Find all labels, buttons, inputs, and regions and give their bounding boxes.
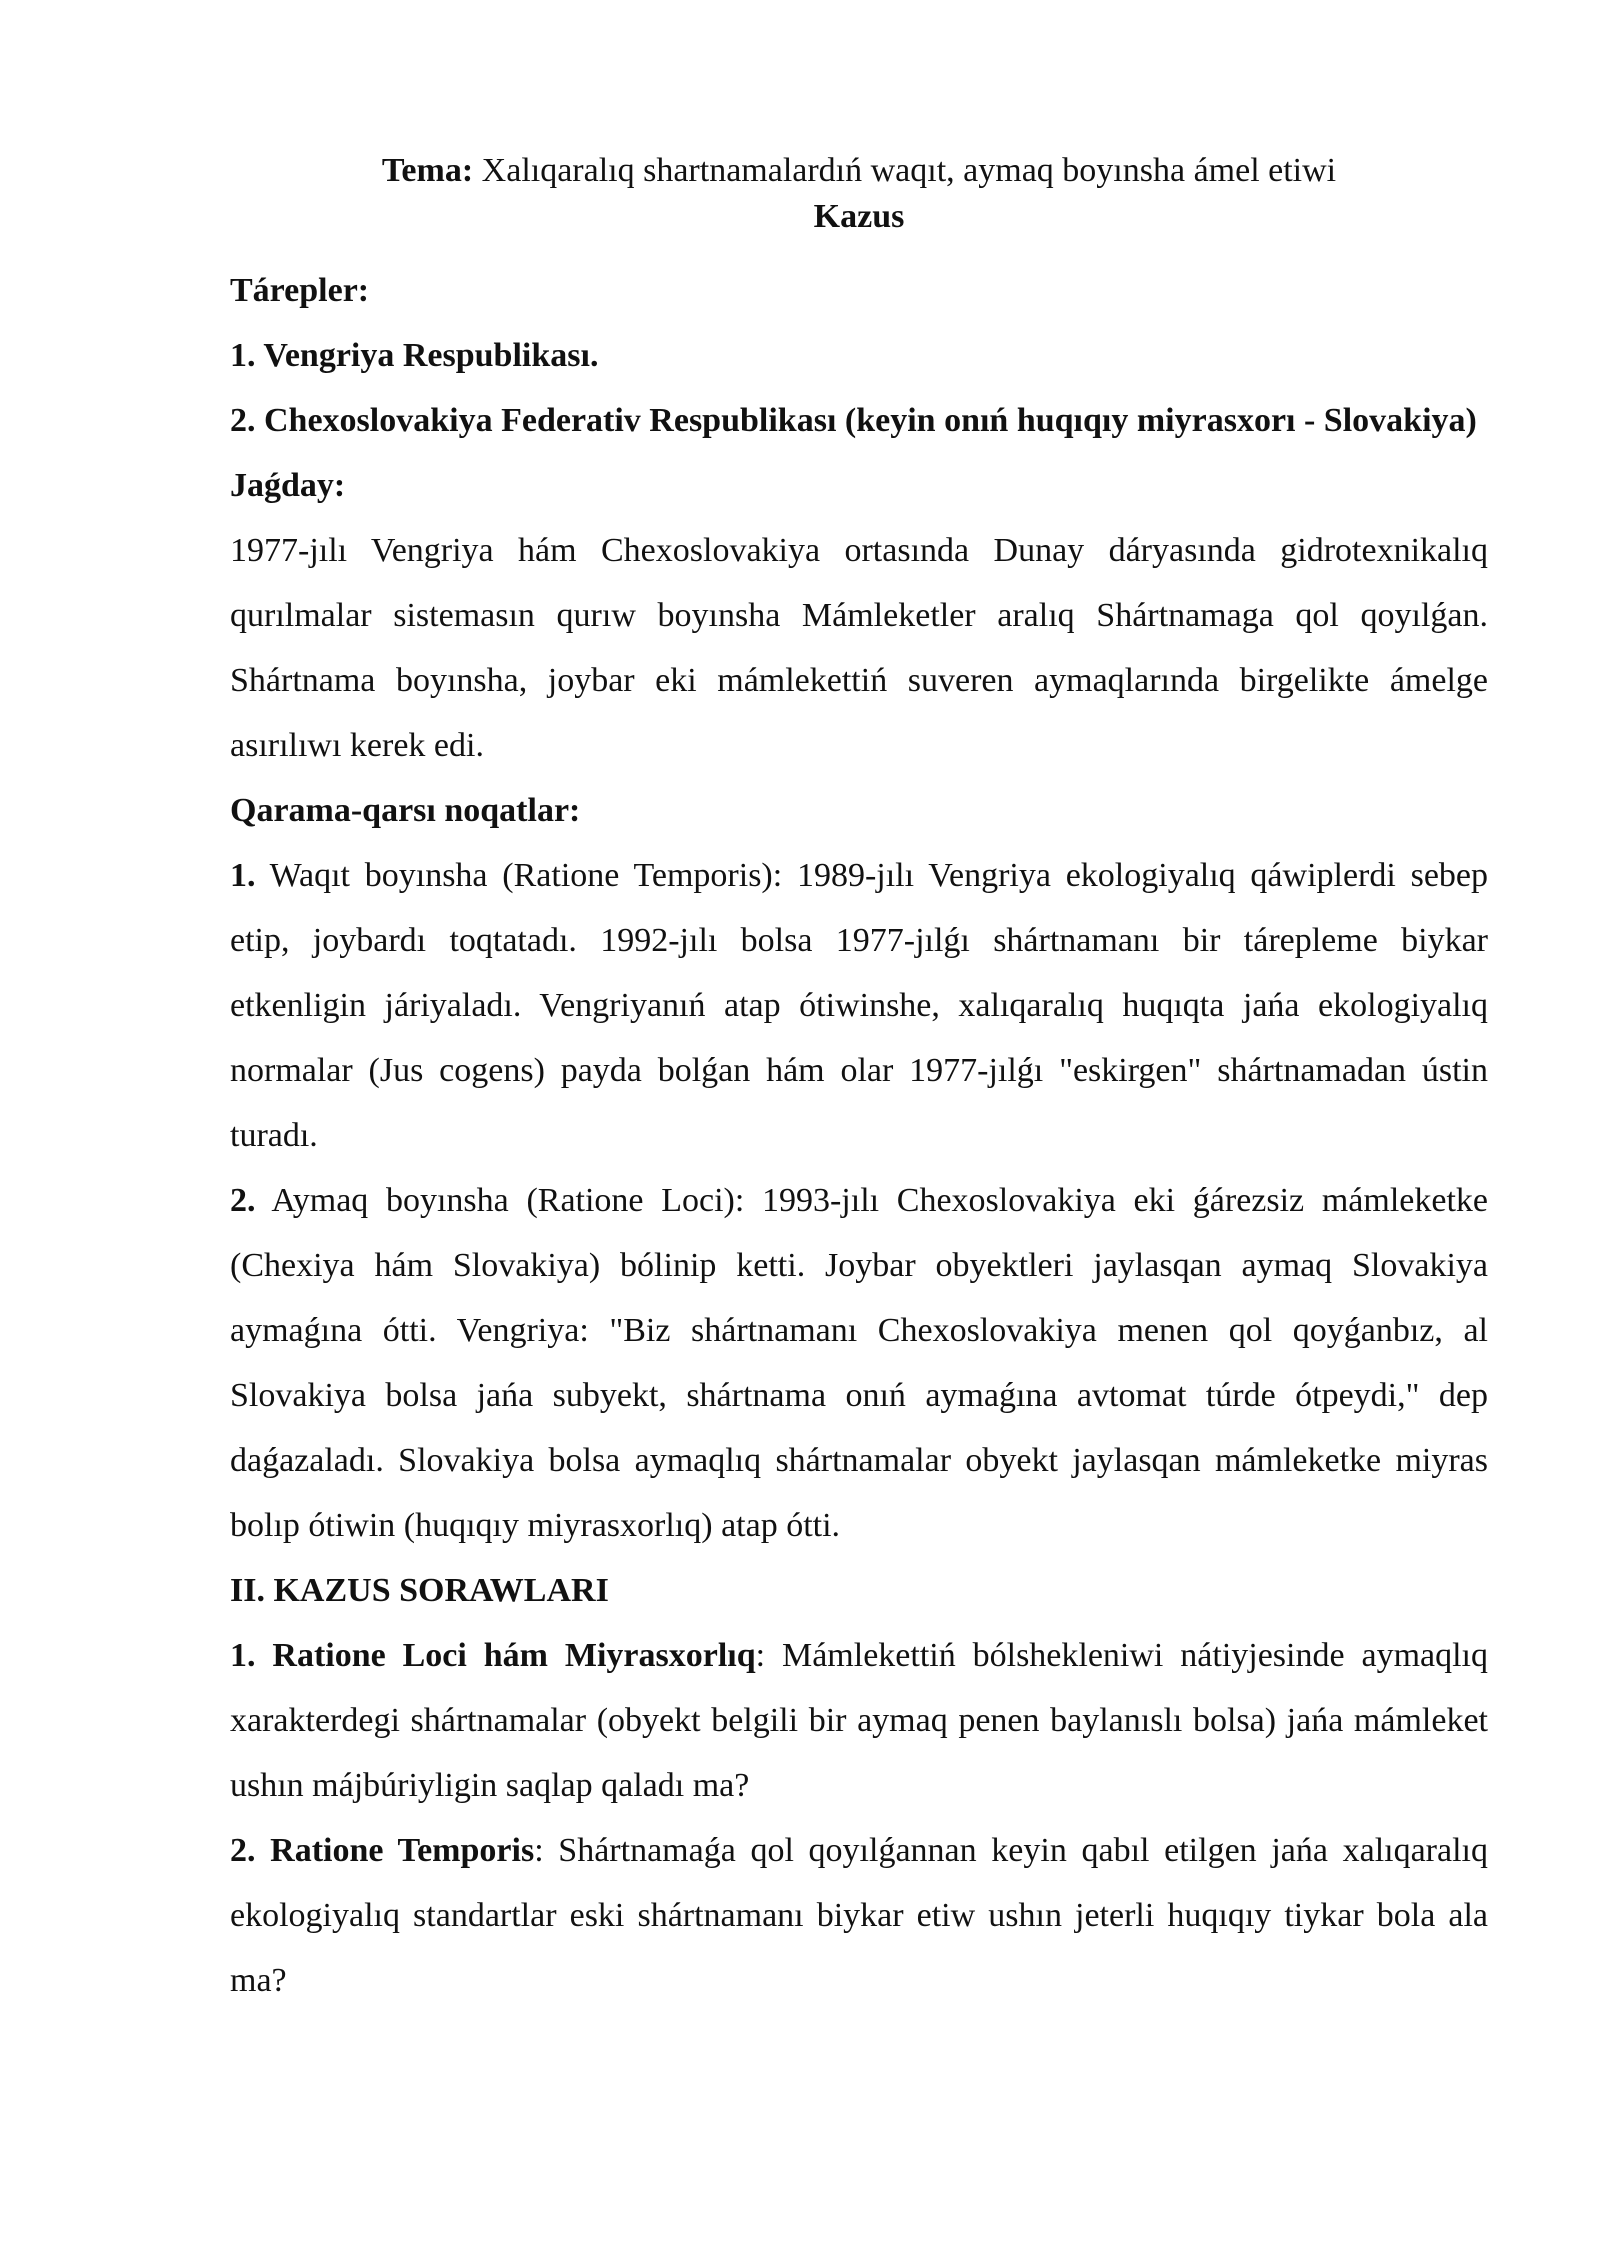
opposing-points-heading: Qarama-qarsı noqatlar:: [230, 792, 581, 829]
question-1: [230, 1623, 1488, 1818]
kazus-title: Kazus: [813, 198, 905, 235]
party-item-1: 1. Vengriya Respublikası.: [230, 337, 599, 374]
topic-label: Tema:: [381, 152, 474, 189]
question-1-label: 1. Ratione Loci hám Miyrasxorlıq: [230, 1637, 756, 1674]
point-1-number: 1.: [230, 857, 256, 894]
question-1-text: : Mámlekettiń bólshekleniwi nátiyjesinde aymaqlıq xarakterdegi shártnamalar (obyekt belgili bir aymaq penen baylanıslı bolsa) jańa mámleket ushın májbúriyligin saqlap qaladı ma?: [230, 1637, 1488, 1804]
parties-heading: Tárepler:: [230, 272, 370, 309]
point-2-text: Aymaq boyınsha (Ratione Loci): 1993-jılı Chexoslovakiya eki ǵárezsiz mámleketke (Chexiya hám Slovakiya) bólinip ketti. Joybar obyektleri jaylasqan aymaq Slovakiya aymaǵına ótti. Vengriya: "Biz shártnamanı Chexoslovakiya menen qol qoyǵanbız, al Slovakiya bolsa jańa subyekt, shártnama onıń aymaǵına avtomat túrde ótpeydi," dep daǵazaladı. Slovakiya bolsa aymaqlıq shártnamalar obyekt jaylasqan mámleketke miyras bolıp ótiwin (huqıqıy miyrasxorlıq) atap ótti.: [230, 1182, 1488, 1544]
situation-heading: Jaǵday:: [230, 467, 346, 504]
topic-line: [230, 148, 1488, 194]
party-item-2: 2. Chexoslovakiya Federativ Respublikası (keyin onıń huqıqıy miyrasxorı - Slovakiya): [230, 402, 1477, 439]
topic-text: Xalıqaralıq shartnamalardıń waqıt, aymaq boyınsha ámel etiwi: [473, 152, 1337, 189]
point-2-number: 2.: [230, 1182, 256, 1219]
question-2-label: 2. Ratione Temporis: [230, 1832, 535, 1869]
opposing-point-1: [230, 843, 1488, 1168]
situation-text: 1977-jılı Vengriya hám Chexoslovakiya ortasında Dunay dáryasında gidrotexnikalıq qurılmalar sistemasın qurıw boyınsha Mámleketler aralıq Shártnamaga qol qoyılǵan. Shártnama boyınsha, joybar eki mámlekettiń suveren aymaqlarında birgelikte ámelge asırılıwı kerek edi.: [230, 532, 1488, 764]
opposing-point-2: [230, 1168, 1488, 1558]
point-1-text: Waqıt boyınsha (Ratione Temporis): 1989-jılı Vengriya ekologiyalıq qáwiplerdi sebep etip, joybardı toqtatadı. 1992-jılı bolsa 1977-jılǵı shártnamanı bir tárepleme biykar etkenligin járiyaladı. Vengriyanıń atap ótiwinshe, xalıqaralıq huqıqta jańa ekologiyalıq normalar (Jus cogens) payda bolǵan hám olar 1977-jılǵı "eskirgen" shártnamadan ústin turadı.: [230, 857, 1488, 1154]
document-page: [230, 148, 1488, 2013]
questions-heading: II. KAZUS SORAWLARI: [230, 1572, 609, 1609]
question-2: [230, 1818, 1488, 2013]
question-2-text: : Shártnamaǵa qol qoyılǵannan keyin qabıl etilgen jańa xalıqaralıq ekologiyalıq standartlar eski shártnamanı biykar etiw ushın jeterli huqıqıy tiykar bola ala ma?: [230, 1832, 1488, 1999]
